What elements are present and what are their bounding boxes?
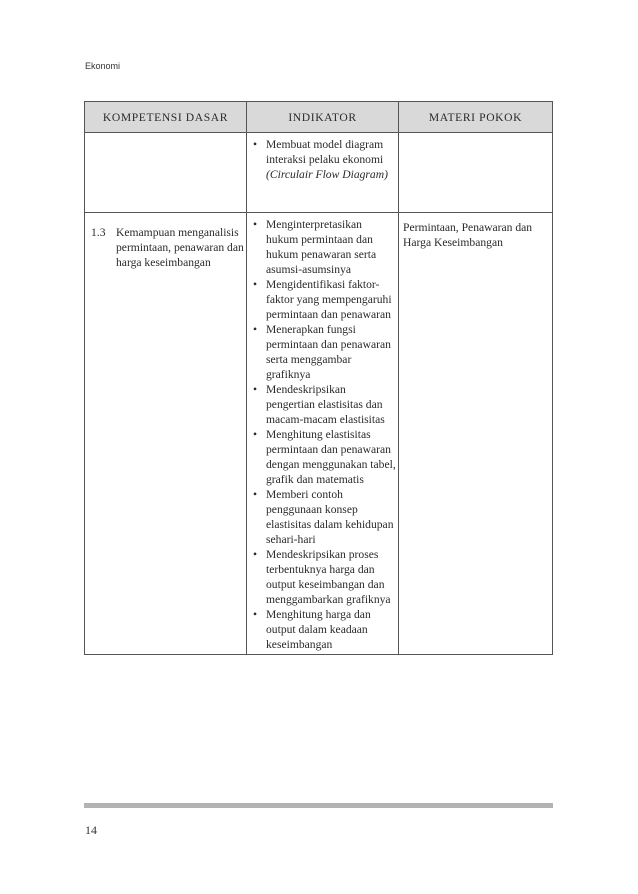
indikator-text: Membuat model diagram interaksi pelaku ekonomi — [266, 138, 384, 166]
indikator-cell — [247, 213, 399, 655]
running-head: Ekonomi — [85, 61, 121, 71]
indikator-item: • Menginterpretasikan hukum permintaan dan hukum penawaran serta asumsi-asumsinya — [253, 217, 396, 277]
indikator-item: • Mendeskripsikan pengertian elastisitas dan macam-macam elastisitas — [253, 382, 396, 427]
kompetensi-text: Kemampuan menganalisis permintaan, penawaran dan harga keseimbangan — [116, 226, 244, 269]
materi-cell-empty — [399, 133, 553, 213]
indikator-item: • Memberi contoh penggunaan konsep elastisitas dalam kehidupan sehari-hari — [253, 487, 396, 547]
kompetensi-cell-empty — [85, 133, 247, 213]
kompetensi-number: 1.3 — [91, 226, 106, 239]
header-materi-pokok: MATERI POKOK — [399, 102, 553, 133]
indikator-italic-text: (Circulair Flow Diagram) — [266, 168, 388, 181]
indikator-item — [253, 137, 396, 182]
page-number: 14 — [85, 823, 97, 837]
kompetensi-item — [91, 225, 244, 270]
indikator-list — [253, 137, 396, 182]
indikator-item: • Menerapkan fungsi permintaan dan penawaran serta menggambar grafiknya — [253, 322, 396, 382]
indikator-item: • Mengidentifikasi faktor-faktor yang mempengaruhi permintaan dan penawaran — [253, 277, 396, 322]
table-header-row — [85, 102, 553, 133]
indikator-item: • Menghitung harga dan output dalam keadaan keseimbangan — [253, 607, 396, 652]
indikator-list — [253, 217, 396, 652]
indikator-cell — [247, 133, 399, 213]
materi-pokok-cell: Permintaan, Penawaran dan Harga Keseimbangan — [399, 213, 553, 655]
footer-rule — [84, 803, 553, 808]
indikator-item: • Menghitung elastisitas permintaan dan penawaran dengan menggunakan tabel, grafik dan matematis — [253, 427, 396, 487]
table-row — [85, 213, 553, 655]
indikator-item: • Mendeskripsikan proses terbentuknya harga dan output keseimbangan dan menggambarkan grafiknya — [253, 547, 396, 607]
header-kompetensi-dasar: KOMPETENSI DASAR — [85, 102, 247, 133]
kompetensi-cell — [85, 213, 247, 655]
table-row — [85, 133, 553, 213]
header-indikator: INDIKATOR — [247, 102, 399, 133]
syllabus-table — [84, 101, 553, 655]
